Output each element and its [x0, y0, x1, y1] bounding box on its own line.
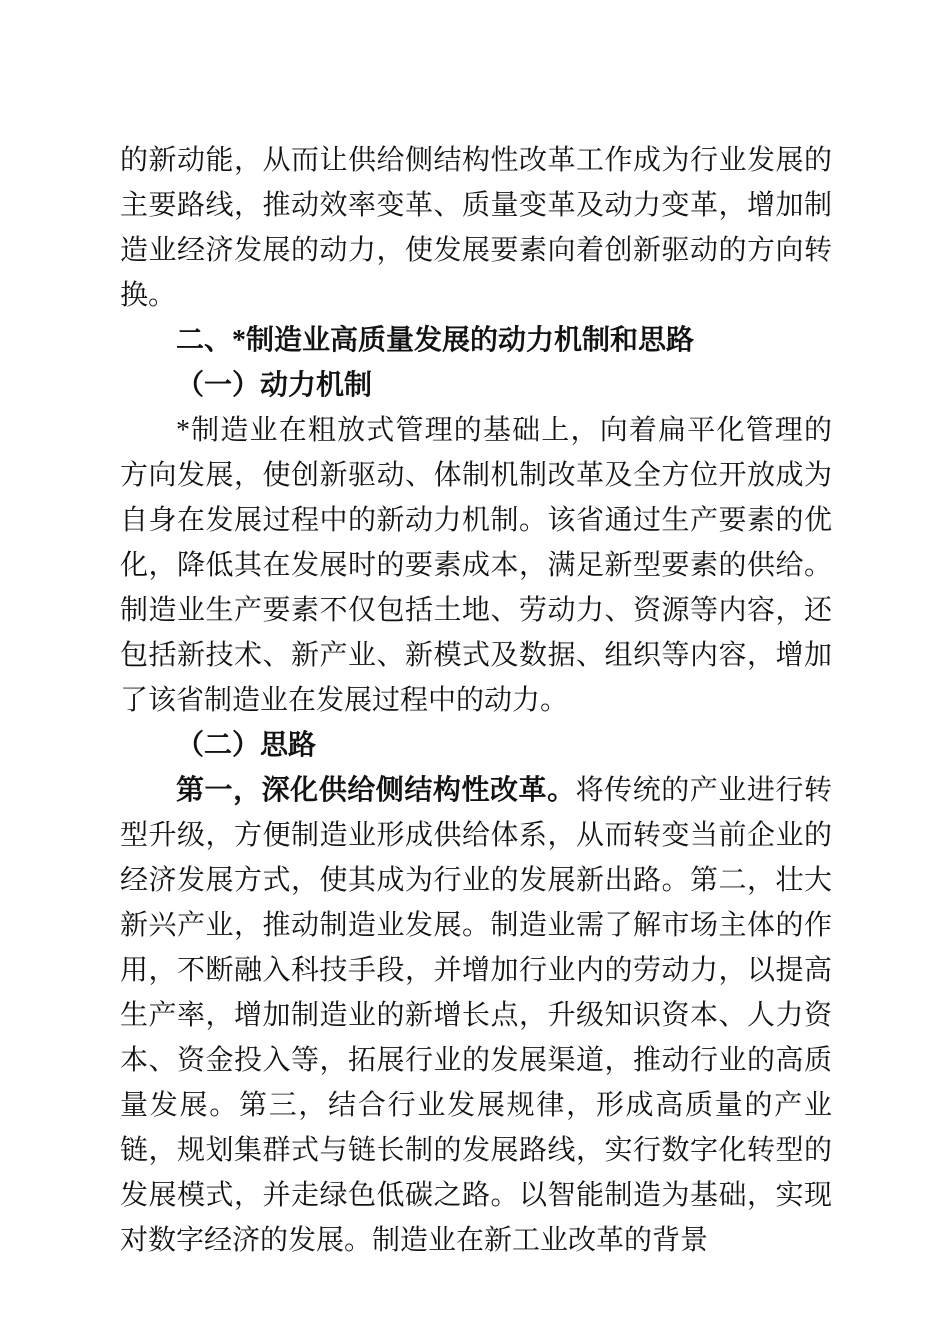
- body-paragraph-2-lead: 第一，深化供给侧结构性改革。: [176, 775, 576, 806]
- subsection-heading-2: （二）思路: [176, 730, 317, 761]
- body-paragraph-1: *制造业在粗放式管理的基础上，向着扁平化管理的方向发展，使创新驱动、体制机制改革及全方位开放成为自身在发展过程中的新动力机制。该省通过生产要素的优化，降低其在发展时的要素成本，满足新型要素的供给。制造业生产要素不仅包括土地、劳动力、资源等内容，还包括新技术、新产业、新模式及数据、组织等内容，增加了该省制造业在发展过程中的动力。: [120, 415, 832, 716]
- body-paragraph-2: [120, 768, 832, 1263]
- section-heading: 二、*制造业高质量发展的动力机制和思路: [176, 325, 695, 356]
- subsection-heading-1: （一）动力机制: [176, 370, 373, 401]
- body-paragraph-2-rest: 将传统的产业进行转型升级，方便制造业形成供给体系，从而转变当前企业的经济发展方式，使其成为行业的发展新出路。第二，壮大新兴产业，推动制造业发展。制造业需了解市场主体的作用，不断融入科技手段，并增加行业内的劳动力，以提高生产率，增加制造业的新增长点，升级知识资本、人力资本、资金投入等，拓展行业的发展渠道，推动行业的高质量发展。第三，结合行业发展规律，形成高质量的产业链，规划集群式与链长制的发展路线，实行数字化转型的发展模式，并走绿色低碳之路。以智能制造为基础，实现对数字经济的发展。制造业在新工业改革的背景: [120, 775, 832, 1256]
- continuation-paragraph: 的新动能，从而让供给侧结构性改革工作成为行业发展的主要路线，推动效率变革、质量变革及动力变革，增加制造业经济发展的动力，使发展要素向着创新驱动的方向转换。: [120, 145, 832, 311]
